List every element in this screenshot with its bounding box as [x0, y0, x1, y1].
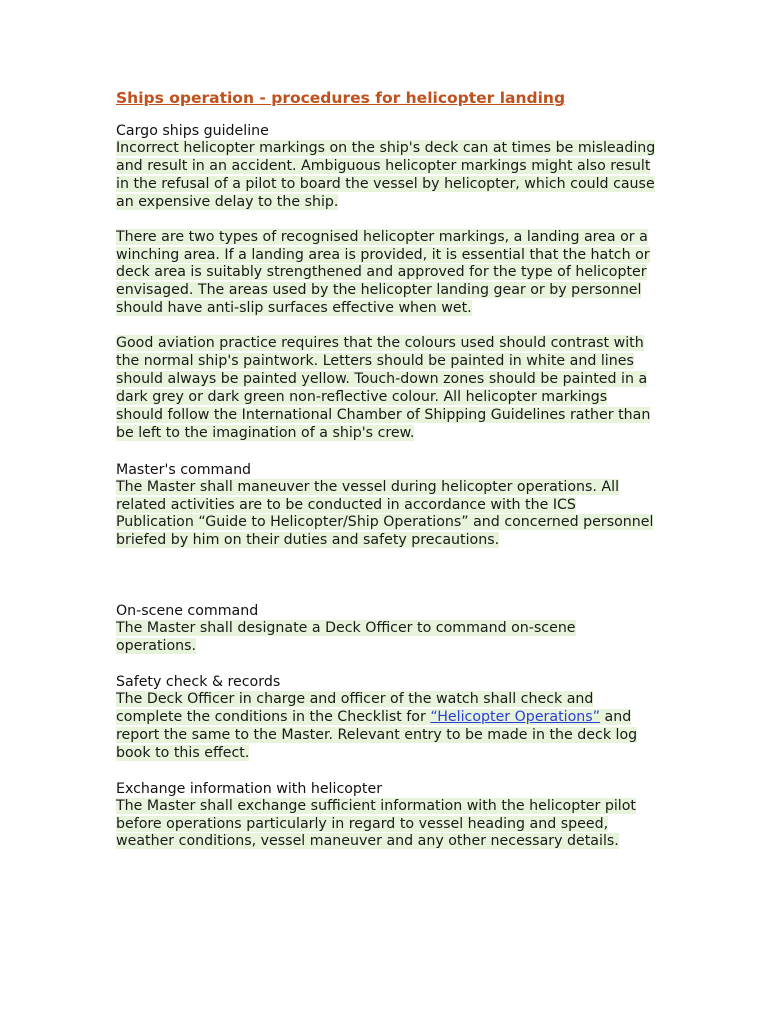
paragraph-cargo-2 [116, 229, 656, 319]
paragraph-text: The Master shall exchange sufficient information with the helicopter pilot before operations particularly in regard to vessel heading and speed, weather conditions, vessel maneuver and any other necessary details. [116, 797, 636, 850]
paragraph-text: The Master shall designate a Deck Officer to command on-scene operations. [116, 620, 576, 655]
paragraph-text: The Master shall maneuver the vessel during helicopter operations. All related activities are to be conducted in accordance with the ICS Publication “Guide to Helicopter/Ship Operations” and concerned personnel briefed by him on their duties and safety precautions. [116, 478, 654, 549]
section-heading-masters-command: Master's command [116, 461, 252, 478]
paragraph-onscene-1 [116, 620, 656, 656]
paragraph-text-before-link: The Deck Officer in charge and officer of the watch shall check and complete the conditions in the Checklist for [116, 691, 594, 725]
paragraph-cargo-1 [116, 140, 656, 212]
paragraph-exchange-1 [116, 798, 656, 852]
paragraph-text-after-link: and report the same to the Master. Relevant entry to be made in the deck log book to this effect. [116, 708, 638, 761]
paragraph-safety-1 [116, 691, 656, 763]
paragraph-cargo-3 [116, 335, 656, 442]
paragraph-text: Incorrect helicopter markings on the ship's deck can at times be misleading and result in an accident. Ambiguous helicopter markings might also result in the refusal of a pilot to board the vessel by helicopter, which could cause an expensive delay to the ship. [116, 140, 656, 210]
section-heading-exchange-information: Exchange information with helicopter [116, 780, 383, 797]
section-heading-cargo-ships: Cargo ships guideline [116, 123, 269, 139]
helicopter-operations-link[interactable]: “Helicopter Operations” [430, 708, 600, 725]
page-title: Ships operation - procedures for helicopter landing [116, 89, 566, 107]
paragraph-text: There are two types of recognised helicopter markings, a landing area or a winching area. If a landing area is provided, it is essential that the hatch or deck area is suitably strengthened and approved for the type of helicopter envisaged. The areas used by the helicopter landing gear or by personnel should have anti-slip surfaces effective when wet. [116, 228, 650, 317]
section-heading-on-scene-command: On-scene command [116, 603, 259, 620]
section-heading-safety-check: Safety check & records [116, 674, 281, 691]
paragraph-text [116, 691, 637, 761]
paragraph-text: Good aviation practice requires that the colours used should contrast with the normal ship's paintwork. Letters should be painted in white and lines should always be painted yellow. Touch-down zones should be painted in a dark grey or dark green non-reflective colour. All helicopter markings should follow the International Chamber of Shipping Guidelines rather than be left to the imagination of a ship's crew. [116, 335, 651, 441]
document-page [116, 88, 656, 851]
paragraph-master-1 [116, 479, 656, 551]
